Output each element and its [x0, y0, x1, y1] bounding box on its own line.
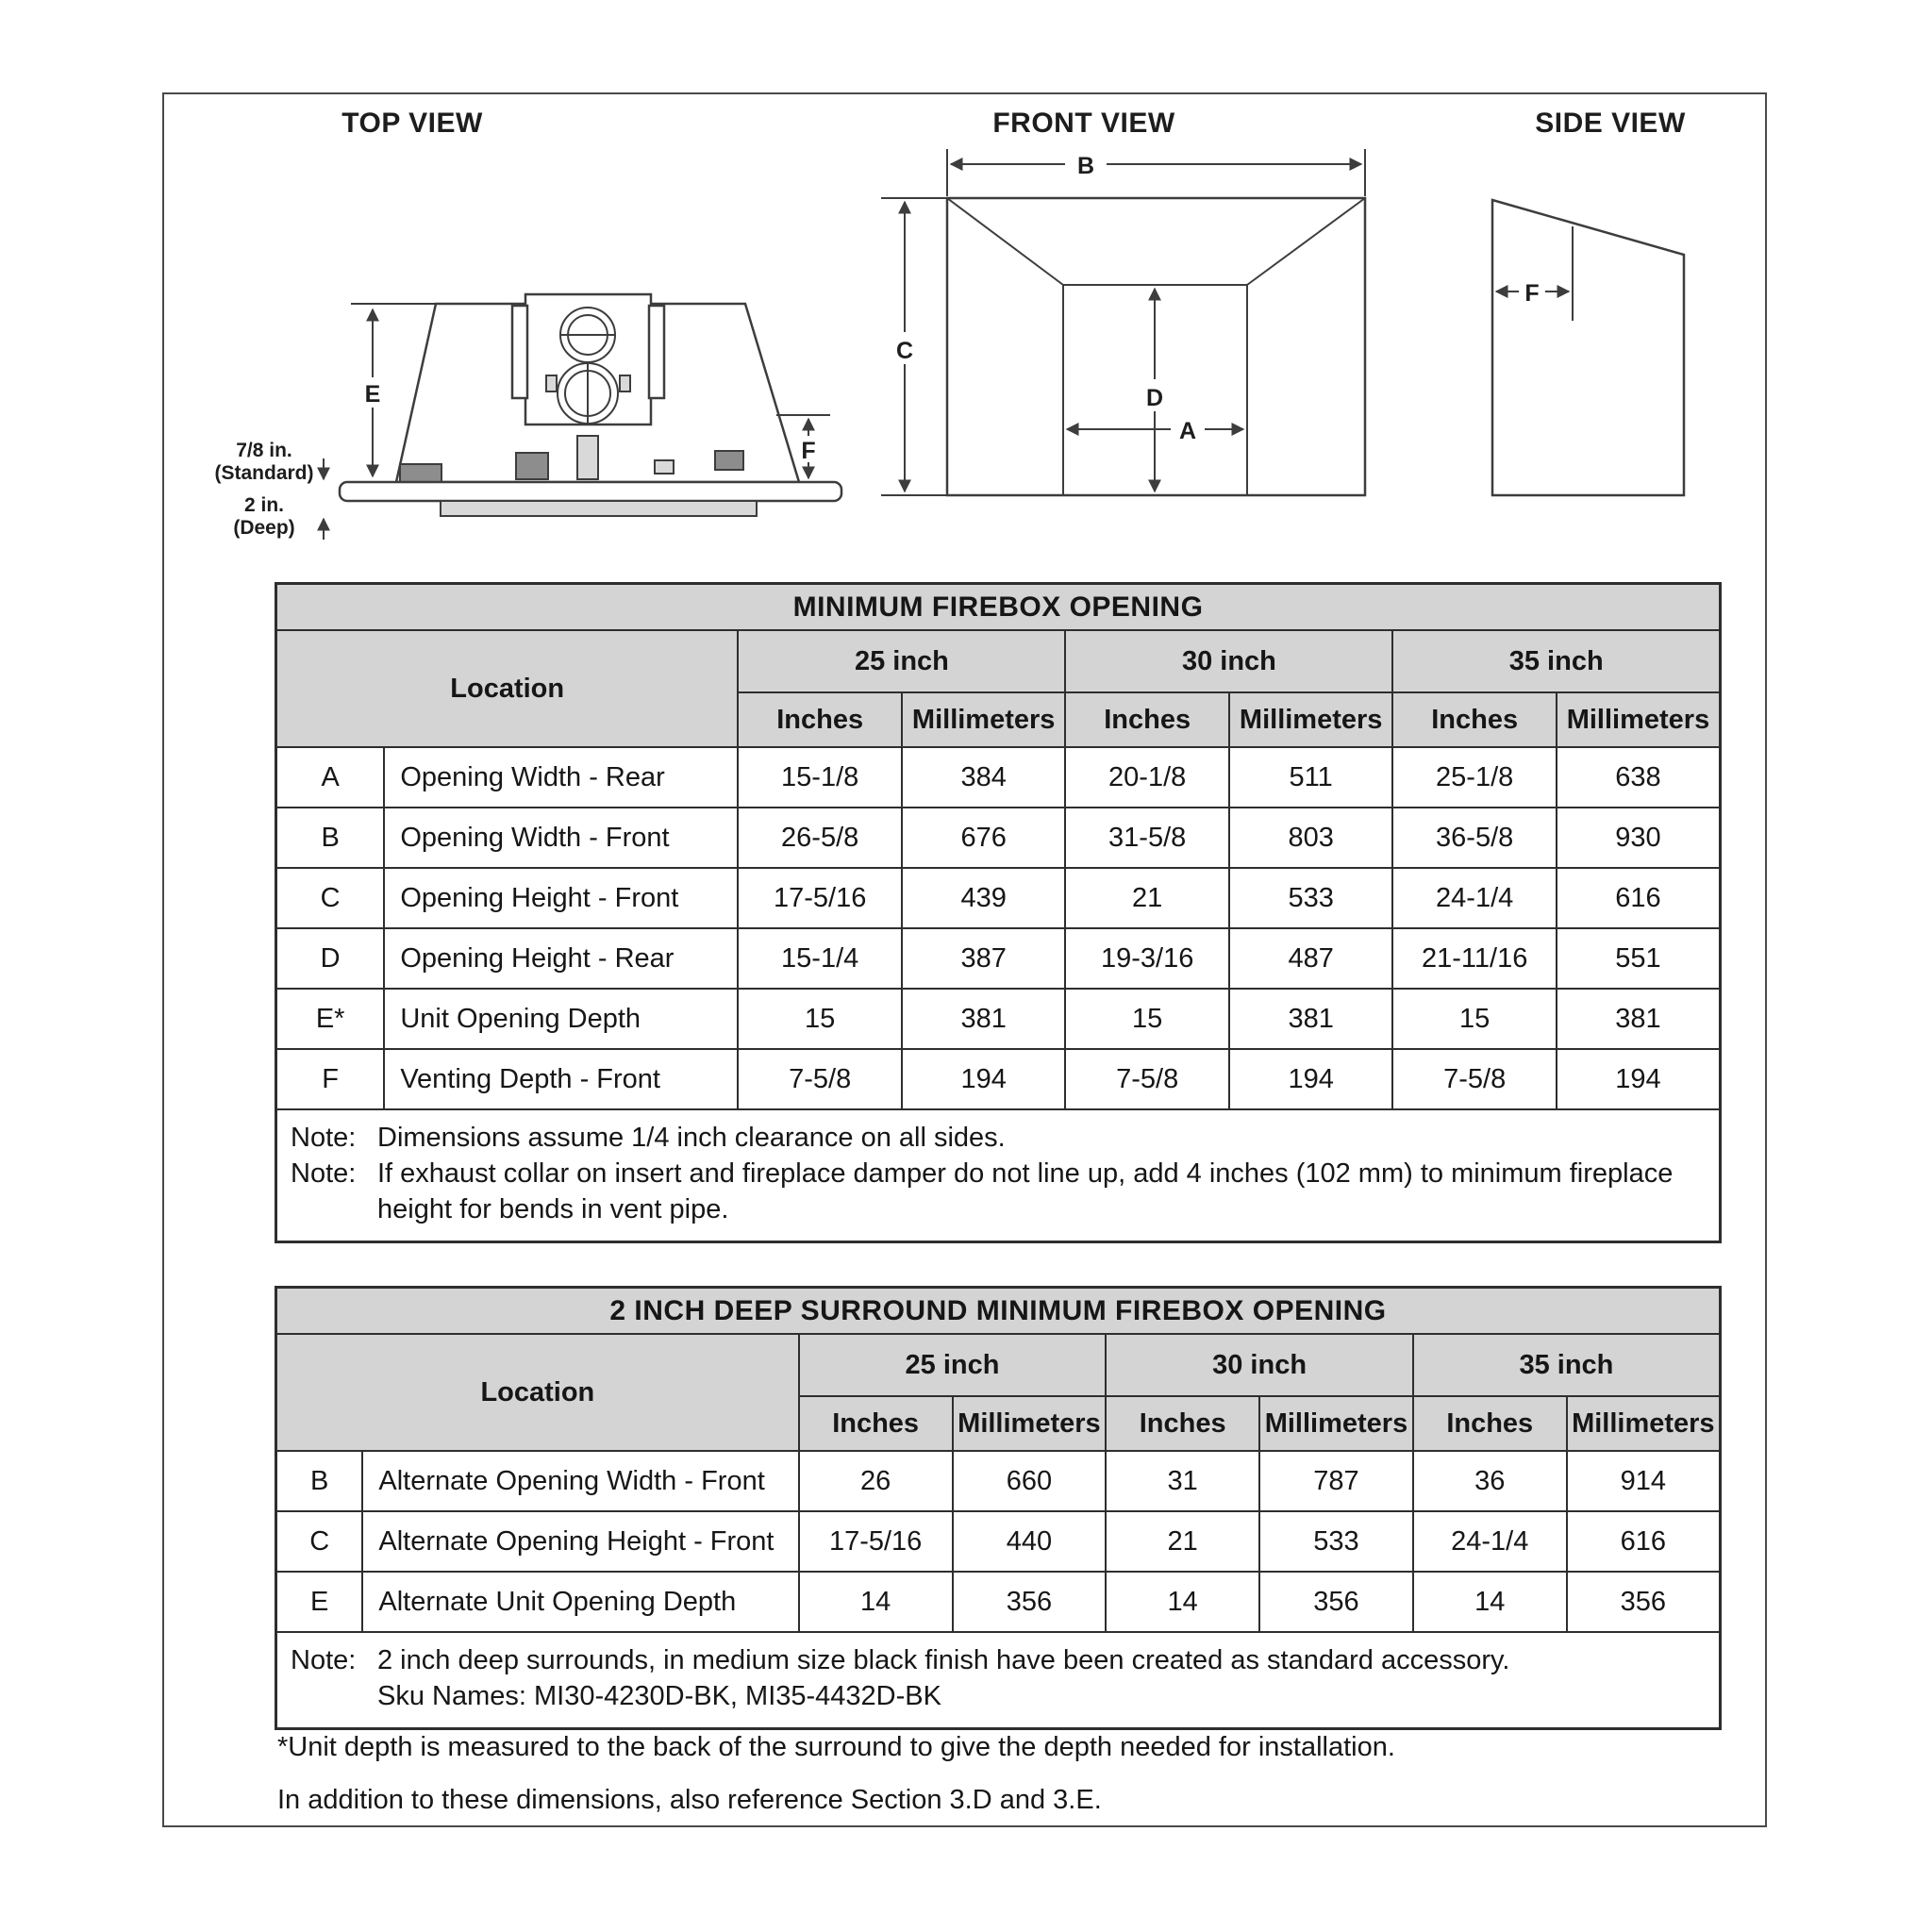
- value-cell: 439: [902, 868, 1066, 928]
- row-location: Venting Depth - Front: [384, 1049, 738, 1109]
- value-cell: 551: [1557, 928, 1721, 989]
- table-row: [276, 989, 1721, 1049]
- value-cell: 25-1/8: [1392, 747, 1557, 808]
- value-cell: 660: [953, 1451, 1107, 1511]
- row-location: Opening Width - Rear: [384, 747, 738, 808]
- value-cell: 15: [738, 989, 902, 1049]
- table-notes: [276, 1109, 1721, 1242]
- value-cell: 638: [1557, 747, 1721, 808]
- value-cell: 930: [1557, 808, 1721, 868]
- surround-plate: [340, 482, 841, 501]
- table-title: 2 INCH DEEP SURROUND MINIMUM FIREBOX OPENING: [276, 1288, 1721, 1335]
- note: [291, 1642, 1707, 1714]
- value-cell: 26: [799, 1451, 953, 1511]
- deep-depth-value: 2 in.: [243, 494, 285, 516]
- front-view-title: FRONT VIEW: [992, 108, 1175, 139]
- side-view-outline: [1492, 200, 1684, 495]
- blower-bracket-left: [512, 306, 527, 398]
- value-cell: 19-3/16: [1065, 928, 1229, 989]
- row-location: Alternate Opening Width - Front: [362, 1451, 798, 1511]
- dim-a-label: A: [1178, 418, 1197, 444]
- value-cell: 7-5/8: [1065, 1049, 1229, 1109]
- row-key: E*: [276, 989, 385, 1049]
- value-cell: 31: [1106, 1451, 1259, 1511]
- table-notes: [276, 1632, 1721, 1729]
- value-cell: 14: [1413, 1572, 1567, 1632]
- unit-header: Inches: [738, 692, 902, 747]
- value-cell: 487: [1229, 928, 1393, 989]
- value-cell: 15-1/8: [738, 747, 902, 808]
- value-cell: 15: [1065, 989, 1229, 1049]
- value-cell: 24-1/4: [1413, 1511, 1567, 1572]
- value-cell: 17-5/16: [799, 1511, 953, 1572]
- dim-e-label: E: [364, 381, 381, 408]
- row-location: Opening Width - Front: [384, 808, 738, 868]
- value-cell: 616: [1557, 868, 1721, 928]
- note-text: Sku Names: MI30-4230D-BK, MI35-4432D-BK: [377, 1681, 941, 1711]
- mount-clip-right: [715, 451, 743, 470]
- table-row: [276, 928, 1721, 989]
- unit-header: Millimeters: [1567, 1396, 1721, 1451]
- unit-header: Inches: [1106, 1396, 1259, 1451]
- note-label: Note:: [291, 1645, 357, 1675]
- footnote-unit-depth: *Unit depth is measured to the back of the surround to give the depth needed for installation.: [277, 1732, 1395, 1762]
- row-key: B: [276, 808, 385, 868]
- row-location: Alternate Opening Height - Front: [362, 1511, 798, 1572]
- note: [291, 1120, 1707, 1156]
- value-cell: 31-5/8: [1065, 808, 1229, 868]
- dim-f-side-label: F: [1524, 280, 1540, 307]
- top-view-diagram: [215, 108, 842, 540]
- side-view-diagram: [1492, 108, 1686, 495]
- size-header-30: 30 inch: [1106, 1334, 1413, 1396]
- row-key: C: [276, 1511, 363, 1572]
- dim-c-label: C: [895, 338, 914, 364]
- row-key: C: [276, 868, 385, 928]
- value-cell: 676: [902, 808, 1066, 868]
- table-row: [276, 1451, 1721, 1511]
- note-text: Dimensions assume 1/4 inch clearance on all sides.: [377, 1123, 1006, 1153]
- row-location: Unit Opening Depth: [384, 989, 738, 1049]
- front-opening-outline: [947, 198, 1365, 495]
- standard-depth-value: 7/8 in.: [236, 440, 292, 461]
- value-cell: 533: [1259, 1511, 1413, 1572]
- note-label: Note:: [291, 1123, 357, 1153]
- unit-header: Millimeters: [1229, 692, 1393, 747]
- value-cell: 387: [902, 928, 1066, 989]
- value-cell: 26-5/8: [738, 808, 902, 868]
- value-cell: 15: [1392, 989, 1557, 1049]
- table-title: MINIMUM FIREBOX OPENING: [276, 584, 1721, 631]
- unit-header: Millimeters: [953, 1396, 1107, 1451]
- unit-header: Inches: [799, 1396, 953, 1451]
- value-cell: 381: [902, 989, 1066, 1049]
- value-cell: 440: [953, 1511, 1107, 1572]
- note-text: height for bends in vent pipe.: [377, 1194, 729, 1224]
- value-cell: 7-5/8: [738, 1049, 902, 1109]
- table-row: [276, 1049, 1721, 1109]
- size-header-35: 35 inch: [1413, 1334, 1721, 1396]
- value-cell: 384: [902, 747, 1066, 808]
- value-cell: 803: [1229, 808, 1393, 868]
- mount-clip-left: [516, 453, 548, 479]
- value-cell: 511: [1229, 747, 1393, 808]
- value-cell: 381: [1229, 989, 1393, 1049]
- value-cell: 21: [1106, 1511, 1259, 1572]
- value-cell: 36: [1413, 1451, 1567, 1511]
- side-view-title: SIDE VIEW: [1535, 108, 1686, 139]
- value-cell: 17-5/16: [738, 868, 902, 928]
- table-row: [276, 1572, 1721, 1632]
- note-text: If exhaust collar on insert and fireplace damper do not line up, add 4 inches (102 mm) to minimum fireplace: [377, 1158, 1674, 1189]
- front-view-diagram: [881, 108, 1365, 495]
- note-label: Note:: [291, 1158, 357, 1189]
- mount-bracket-left: [400, 464, 441, 482]
- table-row: [276, 808, 1721, 868]
- value-cell: 533: [1229, 868, 1393, 928]
- table-row: [276, 1511, 1721, 1572]
- row-key: A: [276, 747, 385, 808]
- value-cell: 24-1/4: [1392, 868, 1557, 928]
- dim-d-label: D: [1145, 385, 1164, 411]
- minimum-firebox-opening-table: [275, 582, 1722, 1243]
- row-key: F: [276, 1049, 385, 1109]
- value-cell: 787: [1259, 1451, 1413, 1511]
- value-cell: 14: [799, 1572, 953, 1632]
- surround-plate-deep: [441, 501, 757, 516]
- value-cell: 7-5/8: [1392, 1049, 1557, 1109]
- row-location: Opening Height - Rear: [384, 928, 738, 989]
- value-cell: 21-11/16: [1392, 928, 1557, 989]
- value-cell: 194: [1229, 1049, 1393, 1109]
- dim-b-label: B: [1076, 153, 1095, 179]
- standard-depth-name: (Standard): [214, 462, 314, 484]
- center-post: [577, 436, 598, 479]
- row-key: B: [276, 1451, 363, 1511]
- page-frame: [162, 92, 1767, 1827]
- blower-bracket-right: [649, 306, 664, 398]
- deep-depth-name: (Deep): [233, 517, 295, 539]
- unit-header: Inches: [1392, 692, 1557, 747]
- size-header-25: 25 inch: [738, 630, 1065, 692]
- value-cell: 356: [953, 1572, 1107, 1632]
- value-cell: 914: [1567, 1451, 1721, 1511]
- location-header: Location: [276, 1334, 799, 1451]
- value-cell: 36-5/8: [1392, 808, 1557, 868]
- table-row: [276, 868, 1721, 928]
- size-header-25: 25 inch: [799, 1334, 1107, 1396]
- note-text: 2 inch deep surrounds, in medium size black finish have been created as standard accessory.: [377, 1645, 1510, 1675]
- value-cell: 21: [1065, 868, 1229, 928]
- footnote-reference: In addition to these dimensions, also reference Section 3.D and 3.E.: [277, 1785, 1102, 1815]
- value-cell: 194: [902, 1049, 1066, 1109]
- value-cell: 14: [1106, 1572, 1259, 1632]
- value-cell: 356: [1567, 1572, 1721, 1632]
- unit-header: Millimeters: [1259, 1396, 1413, 1451]
- deep-surround-opening-table: [275, 1286, 1722, 1730]
- row-location: Opening Height - Front: [384, 868, 738, 928]
- size-header-35: 35 inch: [1392, 630, 1720, 692]
- clip-mid-right: [655, 460, 674, 474]
- dimension-diagrams: [164, 94, 1769, 580]
- value-cell: 15-1/4: [738, 928, 902, 989]
- row-key: D: [276, 928, 385, 989]
- top-view-title: TOP VIEW: [341, 108, 483, 139]
- value-cell: 381: [1557, 989, 1721, 1049]
- table-row: [276, 747, 1721, 808]
- row-key: E: [276, 1572, 363, 1632]
- note: [291, 1156, 1707, 1227]
- value-cell: 20-1/8: [1065, 747, 1229, 808]
- size-header-30: 30 inch: [1065, 630, 1392, 692]
- unit-header: Millimeters: [902, 692, 1066, 747]
- blower-detail-left: [546, 375, 557, 391]
- unit-header: Inches: [1413, 1396, 1567, 1451]
- location-header: Location: [276, 630, 739, 747]
- blower-detail-right: [620, 375, 630, 391]
- value-cell: 616: [1567, 1511, 1721, 1572]
- value-cell: 194: [1557, 1049, 1721, 1109]
- row-location: Alternate Unit Opening Depth: [362, 1572, 798, 1632]
- dim-f-top-label: F: [801, 438, 816, 464]
- value-cell: 356: [1259, 1572, 1413, 1632]
- unit-header: Inches: [1065, 692, 1229, 747]
- unit-header: Millimeters: [1557, 692, 1721, 747]
